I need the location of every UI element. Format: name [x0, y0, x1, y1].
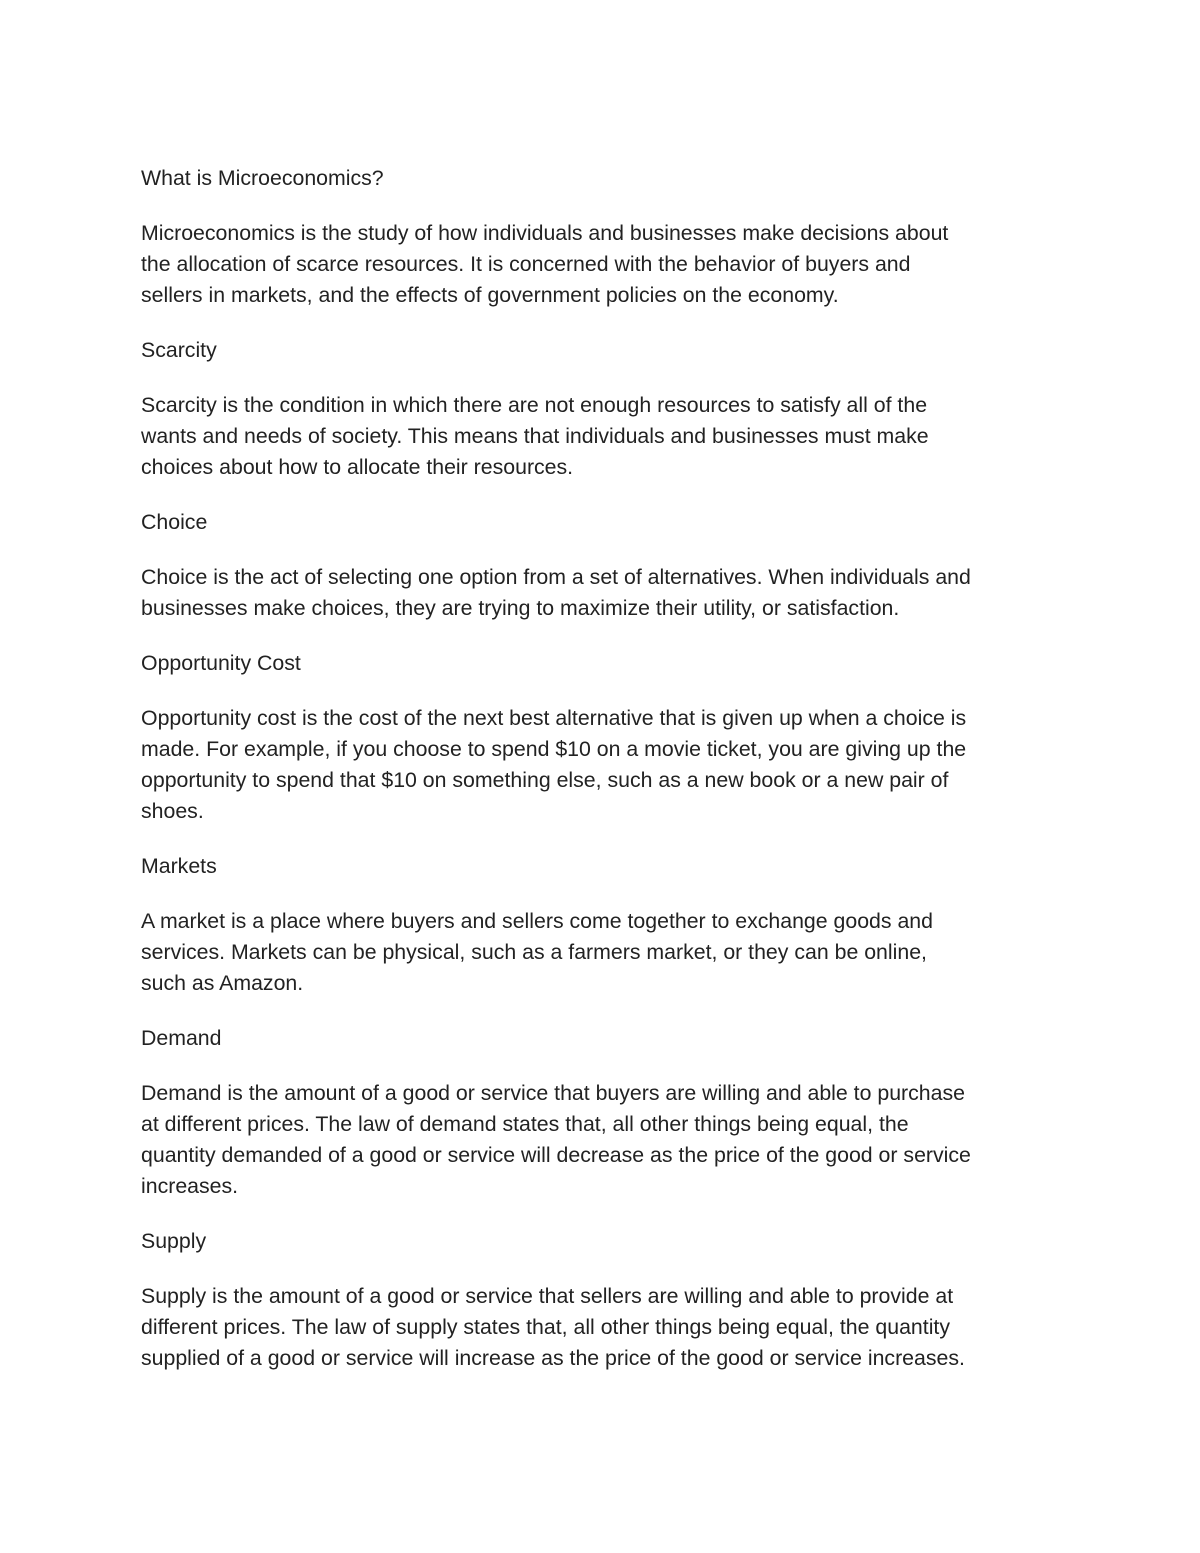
document-title: What is Microeconomics?	[141, 166, 384, 190]
section-heading-markets: Markets	[141, 854, 217, 878]
section-body-supply: Supply is the amount of a good or service that sellers are willing and able to provide at different prices. The law of supply states that, all other things being equal, the quantity supplied of a good or service will increase as the price of the good or service increases.	[141, 1284, 965, 1371]
section-heading-scarcity: Scarcity	[141, 338, 217, 362]
section-heading-demand: Demand	[141, 1026, 222, 1050]
section-body-opportunity-cost: Opportunity cost is the cost of the next best alternative that is given up when a choice is made. For example, if you choose to spend $10 on a movie ticket, you are giving up the opportunity to spend that $10 on something else, such as a new book or a new pair of shoes.	[141, 705, 967, 824]
section-heading-supply: Supply	[141, 1229, 207, 1254]
section-heading-opportunity-cost: Opportunity Cost	[141, 650, 301, 675]
section-body-choice: Choice is the act of selecting one option from a set of alternatives. When individuals and businesses make choices, they are trying to maximize their utility, or satisfaction.	[141, 564, 971, 620]
section-heading-choice: Choice	[141, 510, 208, 534]
intro-paragraph: Microeconomics is the study of how individuals and businesses make decisions about the allocation of scarce resources. It is concerned with the behavior of buyers and sellers in markets, and the effects of government policies on the economy.	[141, 220, 949, 308]
document-content	[141, 163, 1071, 1398]
section-body-scarcity: Scarcity is the condition in which there are not enough resources to satisfy all of the wants and needs of society. This means that individuals and businesses must make choices about how to allocate their resources.	[141, 392, 929, 480]
section-body-markets: A market is a place where buyers and sellers come together to exchange goods and services. Markets can be physical, such as a farmers market, or they can be online, such as Amazon.	[141, 908, 933, 996]
section-body-demand: Demand is the amount of a good or service that buyers are willing and able to purchase at different prices. The law of demand states that, all other things being equal, the quantity demanded of a good or service will decrease as the price of the good or service increases.	[141, 1080, 971, 1199]
